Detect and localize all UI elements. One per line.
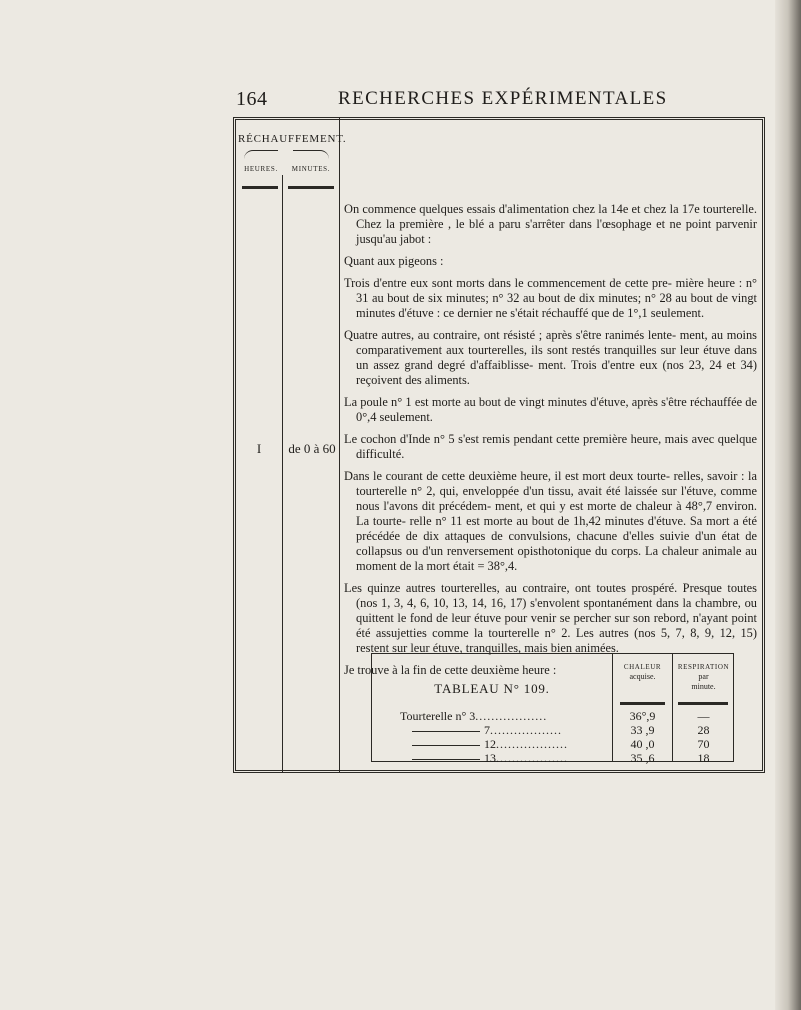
heure-value: I — [256, 441, 262, 456]
running-title: RECHERCHES EXPÉRIMENTALES — [338, 88, 668, 109]
respiration-header-rule — [678, 702, 728, 705]
tableau-109 — [371, 653, 734, 765]
row-respiration: 28 — [697, 723, 710, 737]
minutes-header-rule — [288, 186, 334, 189]
paragraph: Trois d'entre eux sont morts dans le commencement de cette pre- mière heure : n° 31 au bout de six minutes; n° 32 au bout de dix minutes; n° 28 au bout de vingt minutes d'étuve : ce dernier ne s'était réchauffé que de 1°,1 seulement. — [344, 276, 757, 320]
row-respiration: 70 — [697, 737, 710, 751]
row-respiration: — — [697, 709, 710, 723]
page-edge-shadow — [775, 0, 801, 1010]
paragraph: Je trouve à la fin de cette deuxième heure : — [344, 663, 557, 677]
table-title: TABLEAU N° 109. — [434, 681, 550, 696]
respiration-sub-b: minute. — [691, 682, 716, 691]
row-chaleur: 36°,9 — [629, 709, 656, 723]
hours-minutes-divider — [282, 175, 283, 773]
row-label: 13.................. — [378, 751, 610, 766]
table-row — [372, 751, 733, 765]
heures-header: HEURES. — [244, 165, 278, 173]
row-label: 7.................. — [378, 723, 610, 738]
row-chaleur: 33 ,9 — [630, 723, 655, 737]
paragraph: Les quinze autres tourterelles, au contraire, ont toutes prospéré. Presque toutes (nos 1, 3, 4, 6, 10, 13, 14, 16, 17) s'envolent spontanément dans la chambre, ou quittent le fond de leur étuve pour venir se percher sur son rebord, n'ayant point été assujetties comme la tourterelle n° 2. Les autres (nos 5, 7, 8, 9, 12, 15) restent sur leur étuve, tranquilles, mais bien animées. — [344, 581, 757, 655]
page-number: 164 — [236, 88, 268, 110]
paragraph: Quatre autres, au contraire, ont résisté ; après s'être ranimés lente- ment, au moins comparativement aux tourterelles, ils sont restés tranquilles sur leur étuve dans un assez grand degré d'affaiblisse- ment. Trois d'entre eux (nos 23, 24 et 34) reçoivent des aliments. — [344, 328, 757, 387]
respiration-caption: RESPIRATION — [677, 663, 730, 671]
chaleur-header-rule — [620, 702, 665, 705]
row-chaleur: 40 ,0 — [630, 737, 655, 751]
paragraph: Le cochon d'Inde n° 5 s'est remis pendant cette première heure, mais avec quelque difficulté. — [344, 432, 757, 461]
minutes-value: de 0 à 60 — [288, 441, 336, 456]
table-row — [372, 723, 733, 737]
row-label: Tourterelle n° 3.................. — [400, 709, 548, 723]
chaleur-sub: acquise. — [629, 672, 656, 681]
paragraph: La poule n° 1 est morte au bout de vingt minutes d'étuve, après s'être réchauffée de 0°,4 seulement. — [344, 395, 757, 424]
heures-header-rule — [242, 186, 278, 189]
header-brace-left — [244, 150, 278, 159]
row-respiration: 18 — [697, 751, 710, 765]
table-row — [372, 709, 733, 723]
row-label: 12.................. — [378, 737, 610, 752]
row-chaleur: 35 ,6 — [630, 751, 655, 765]
chaleur-caption: CHALEUR — [623, 663, 662, 671]
body-text — [344, 202, 757, 685]
rechauffement-header: RÉCHAUFFEMENT. — [238, 133, 347, 145]
chaleur-header — [613, 662, 672, 682]
minutes-header: MINUTES. — [291, 165, 331, 173]
respiration-header — [673, 662, 734, 692]
header-brace-right — [293, 150, 329, 159]
paragraph: On commence quelques essais d'alimentation chez la 14e et chez la 17e tourterelle. Chez la première , le blé a paru s'arrêter dans l'œsophage et ne point parvenir jusqu'au jabot : — [344, 202, 757, 246]
paragraph: Dans le courant de cette deuxième heure, il est mort deux tourte- relles, savoir : la tourterelle n° 2, qui, enveloppée d'un tissu, avait été laissée sur l'étuve, comme nous l'avons dit précédem- ment, et qui y est morte de chaleur à 48°,7 environ. La tourte- relle n° 11 est morte au bout de 1h,42 minutes d'étuve. Sa mort a été précédée de dix attaques de convulsions, chacune d'elles suivie d'un état de collapsus ou d'un renversement opisthotonique du corps. La chaleur animale au moment de la mort était = 38°,4. — [344, 469, 757, 573]
table-row — [372, 737, 733, 751]
respiration-sub-a: par — [698, 672, 709, 681]
paragraph: Quant aux pigeons : — [344, 254, 444, 268]
